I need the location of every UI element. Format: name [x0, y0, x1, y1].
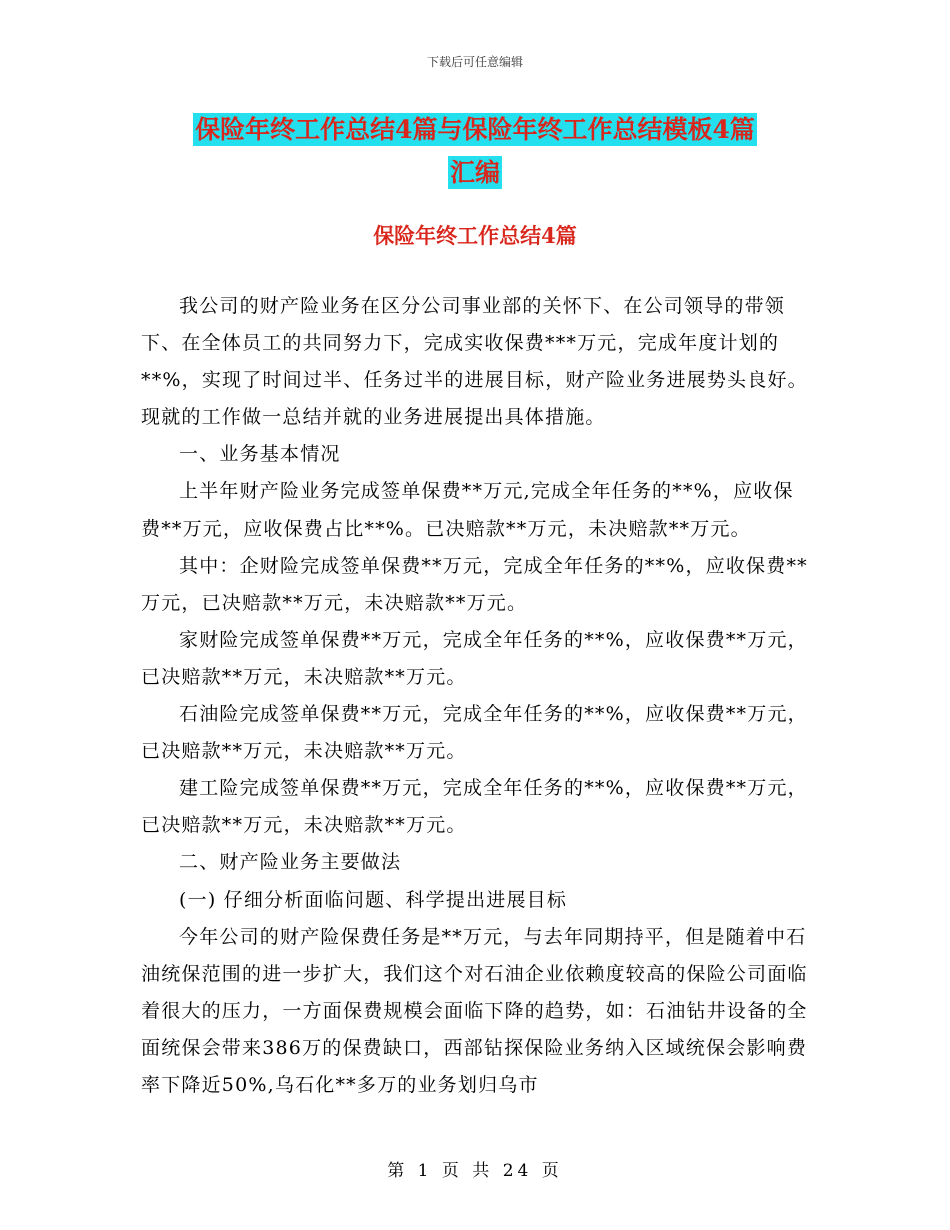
paragraph-construction-insurance: 建工险完成签单保费**万元，完成全年任务的**%，应收保费**万元，已决赔款**万元，未决赔款**万元。 [141, 777, 808, 837]
subheading-analysis: (一) 仔细分析面临问题、科学提出进展目标 [179, 888, 568, 911]
page-number: 第 1 页 共 24 页 [387, 1161, 563, 1181]
section-title: 保险年终工作总结4篇 [373, 223, 577, 248]
document-title-line-2-text: 汇编 [449, 158, 500, 187]
document-title-line-2 [0, 153, 950, 193]
document-body [141, 288, 811, 1104]
document-title-line-1 [0, 110, 950, 150]
paragraph-half-year-summary: 上半年财产险业务完成签单保费**万元,完成全年任务的**%，应收保费**万元，应收保费占比**%。已决赔款**万元，未决赔款**万元。 [141, 480, 794, 540]
paragraph-enterprise-property: 其中：企财险完成签单保费**万元，完成全年任务的**%，应收保费**万元，已决赔款**万元，未决赔款**万元。 [141, 554, 808, 614]
header-note: 下载后可任意编辑 [426, 55, 523, 69]
paragraph-premium-task: 今年公司的财产险保费任务是**万元，与去年同期持平，但是随着中石油统保范围的进一步扩大，我们这个对石油企业依赖度较高的保险公司面临着很大的压力，一方面保费规模会面临下降的趋势，如：石油钻井设备的全面统保会带来386万的保费缺口，西部钻探保险业务纳入区域统保会影响费率下降近50%,乌石化**多万的业务划归乌市 [141, 925, 808, 1096]
paragraph-intro: 我公司的财产险业务在区分公司事业部的关怀下、在公司领导的带领下、在全体员工的共同努力下，完成实收保费***万元，完成年度计划的**%，实现了时间过半、任务过半的进展目标，财产险业务进展势头良好。现就的工作做一总结并就的业务进展提出具体措施。 [141, 295, 808, 429]
paragraph-household-property: 家财险完成签单保费**万元，完成全年任务的**%，应收保费**万元，已决赔款**万元，未决赔款**万元。 [141, 628, 808, 688]
heading-business-overview: 一、业务基本情况 [179, 443, 341, 466]
heading-main-practices: 二、财产险业务主要做法 [179, 851, 402, 874]
document-title-line-1-text: 保险年终工作总结4篇与保险年终工作总结模板4篇 [195, 115, 755, 144]
paragraph-petroleum-insurance: 石油险完成签单保费**万元，完成全年任务的**%，应收保费**万元，已决赔款**万元，未决赔款**万元。 [141, 703, 808, 763]
